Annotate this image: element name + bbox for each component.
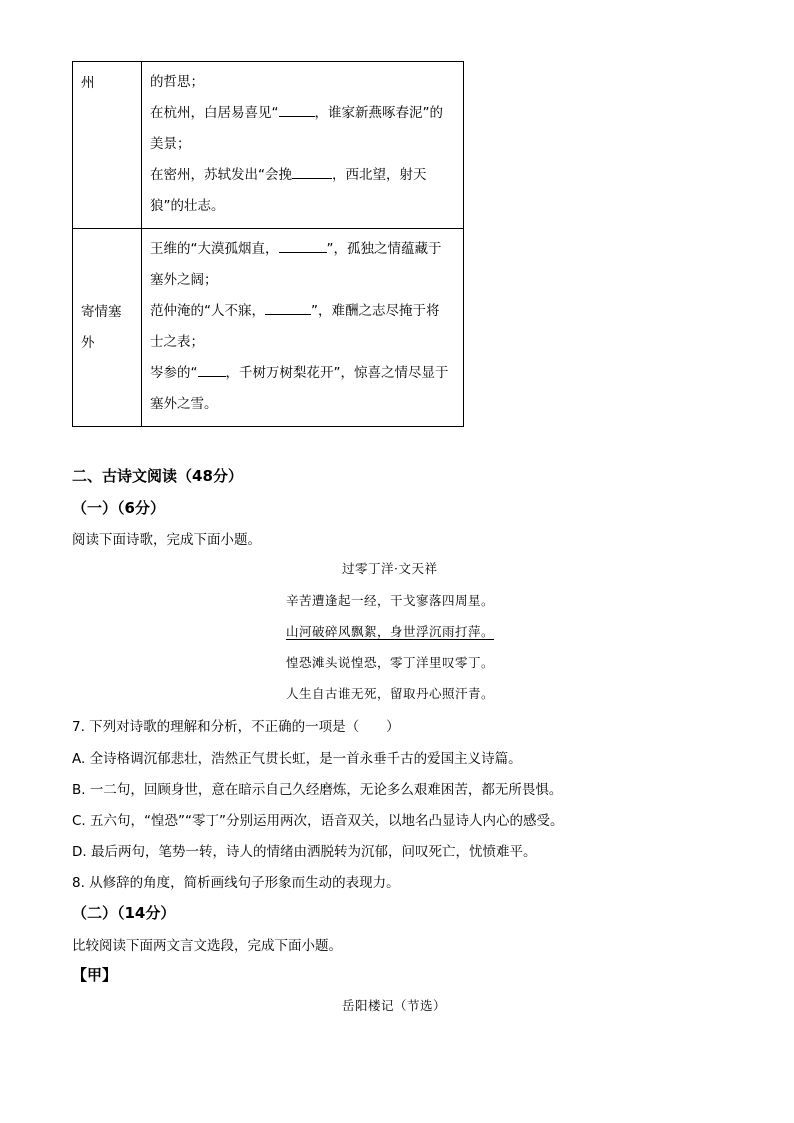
part-intro: 比较阅读下面两文言文选段，完成下面小题。 bbox=[72, 938, 342, 954]
question-7-option-a: A. 全诗格调沉郁悲壮，浩然正气贯长虹，是一首永垂千古的爱国主义诗篇。 bbox=[72, 751, 522, 767]
question-7-option-d: D. 最后两句，笔势一转，诗人的情绪由洒脱转为沉郁，问叹死亡，忧愤难平。 bbox=[72, 844, 537, 860]
table-line: 王维的“大漠孤烟直， ”，孤独之情蕴藏于 bbox=[150, 234, 457, 265]
fill-blank bbox=[279, 102, 315, 117]
table-row bbox=[73, 62, 464, 229]
poem-line: 人生自古谁无死，留取丹心照汗青。 bbox=[286, 686, 495, 701]
question-7-option-b: B. 一二句，回顾身世，意在暗示自己久经磨炼，无论多么艰难困苦，都无所畏惧。 bbox=[72, 782, 563, 798]
table-line: 塞外之阔； bbox=[150, 272, 218, 288]
fill-blank bbox=[292, 164, 332, 179]
table-line: 塞外之雪。 bbox=[150, 396, 218, 412]
question-7-stem: 7. 下列对诗歌的理解和分析，不正确的一项是（ ） bbox=[72, 719, 400, 735]
poem-line: 惶恐滩头说惶恐，零丁洋里叹零丁。 bbox=[286, 655, 495, 670]
table-line: 在密州，苏轼发出“会挽 ，西北望，射天 bbox=[150, 160, 457, 191]
passage-title: 岳阳楼记（节选） bbox=[342, 998, 447, 1013]
table-line: 在杭州，白居易喜见“ ，谁家新燕啄春泥”的 bbox=[150, 98, 457, 129]
row-label-cell bbox=[73, 229, 142, 427]
row-label: 外 bbox=[81, 334, 95, 351]
question-8: 8. 从修辞的角度，简析画线句子形象而生动的表现力。 bbox=[72, 875, 400, 891]
row-label-cell bbox=[73, 62, 142, 229]
fill-blank bbox=[279, 238, 327, 253]
table-line: 岑参的“ ，千树万树梨花开”，惊喜之情尽显于 bbox=[150, 358, 457, 389]
fill-blank bbox=[265, 300, 311, 315]
part-intro: 阅读下面诗歌，完成下面小题。 bbox=[72, 532, 261, 548]
row-label: 寄情塞 bbox=[81, 303, 122, 320]
row-label: 州 bbox=[81, 75, 95, 91]
table-line: 狼”的壮志。 bbox=[150, 198, 225, 214]
poem-title: 过零丁洋·文天祥 bbox=[342, 561, 438, 576]
table-line: 的哲思； bbox=[150, 74, 204, 90]
fill-blank bbox=[198, 362, 226, 377]
row-content-cell bbox=[142, 229, 464, 427]
table-line: 士之表； bbox=[150, 334, 204, 350]
part-heading: （二）（14分） bbox=[72, 904, 176, 922]
row-content-cell bbox=[142, 62, 464, 229]
table-row bbox=[73, 229, 464, 427]
table-line: 范仲淹的“人不寐， ”，难酬之志尽掩于将 bbox=[150, 296, 457, 327]
poetry-theme-table bbox=[72, 61, 464, 427]
part-heading: （一）（6分） bbox=[72, 499, 165, 517]
passage-label: 【甲】 bbox=[72, 966, 118, 984]
table-line: 美景； bbox=[150, 136, 191, 152]
poem-line-underlined: 山河破碎风飘絮，身世浮沉雨打萍。 bbox=[286, 624, 495, 639]
question-7-option-c: C. 五六句，“惶恐”“零丁”分别运用两次，语音双关，以地名凸显诗人内心的感受。 bbox=[72, 813, 564, 829]
section-heading: 二、古诗文阅读（48分） bbox=[72, 467, 243, 485]
poem-line: 辛苦遭逢起一经，干戈寥落四周星。 bbox=[286, 593, 495, 608]
